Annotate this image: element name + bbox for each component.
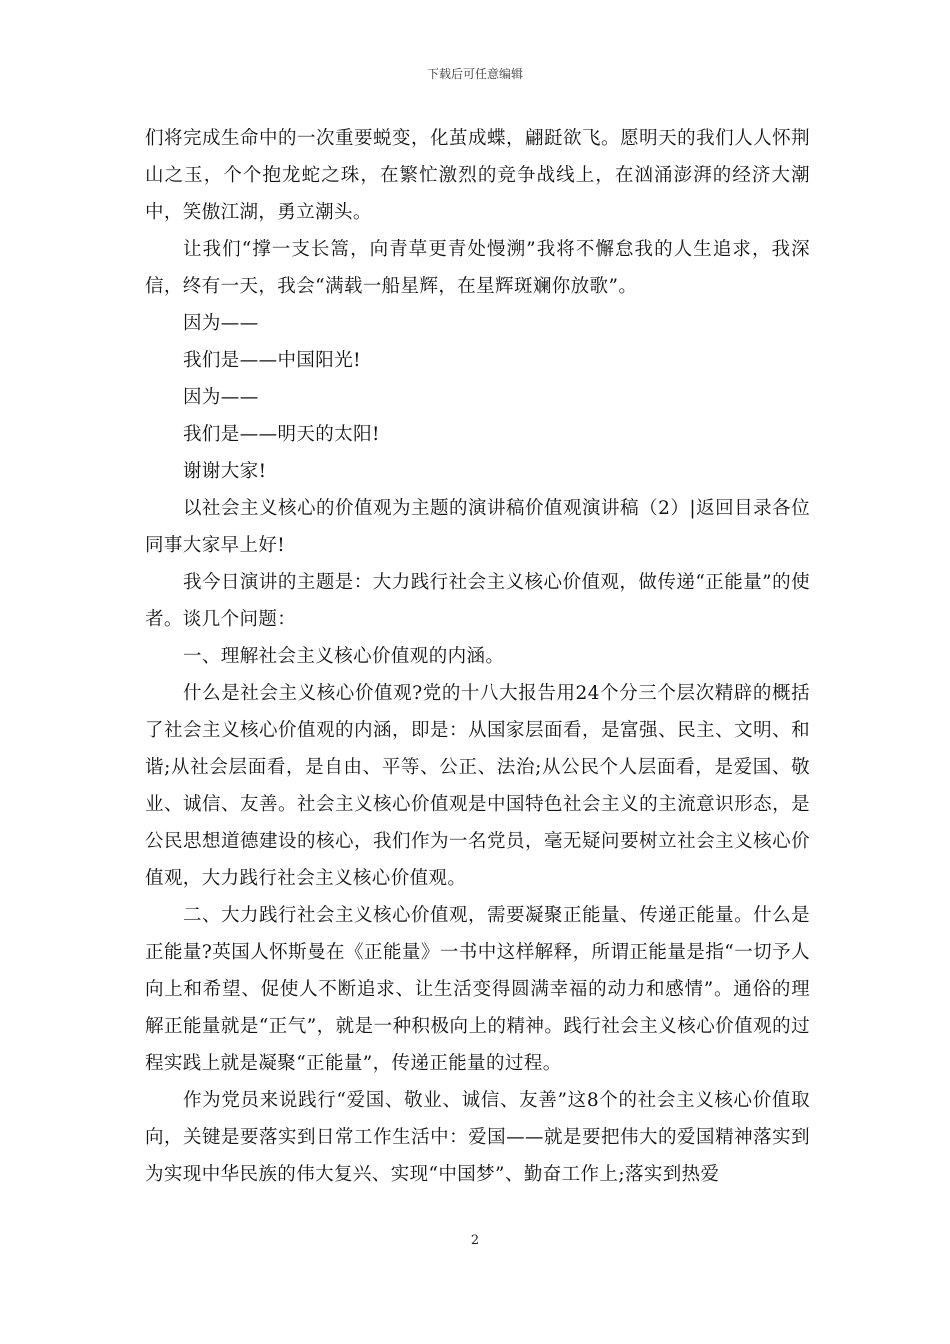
paragraph: 因为—— [183,387,259,408]
document-body [145,120,810,1193]
paragraph: 作为党员来说践行“爱国、敬业、诚信、友善”这8个的社会主义核心价值取向，关键是要落实到日常工作生活中：爱国——就是要把伟大的爱国精神落实到为实现中华民族的伟大复兴、实现“中国梦”、勤奋工作上;落实到热爱 [145,1090,810,1185]
paragraph: 因为—— [183,313,259,334]
page-header: 下载后可任意编辑 [426,67,523,81]
paragraph: 我们是——明天的太阳! [183,424,380,445]
section-heading: 以社会主义核心的价值观为主题的演讲稿价值观演讲稿（2）|返回目录各位同事大家早上好! [145,498,810,556]
paragraph: 一、理解社会主义核心价值观的内涵。 [183,646,505,667]
paragraph: 们将完成生命中的一次重要蜕变，化茧成蝶，翩跹欲飞。愿明天的我们人人怀荆山之玉，个个抱龙蛇之珠，在繁忙激烈的竞争战线上，在汹涌澎湃的经济大潮中，笑傲江湖，勇立潮头。 [145,128,810,223]
paragraph: 我们是——中国阳光! [183,350,361,371]
page-number: 2 [470,1233,480,1248]
paragraph: 我今日演讲的主题是：大力践行社会主义核心价值观，做传递“正能量”的使者。谈几个问题： [145,572,810,630]
paragraph: 谢谢大家! [183,461,267,482]
paragraph: 让我们“撑一支长篙，向青草更青处慢溯”我将不懈怠我的人生追求，我深信，终有一天，我会“满载一船星辉，在星辉斑斓你放歌”。 [145,239,810,297]
paragraph: 什么是社会主义核心价值观?党的十八大报告用24个分三个层次精辟的概括了社会主义核心价值观的内涵，即是：从国家层面看，是富强、民主、文明、和谐;从社会层面看，是自由、平等、公正、法治;从公民个人层面看，是爱国、敬业、诚信、友善。社会主义核心价值观是中国特色社会主义的主流意识形态，是公民思想道德建设的核心，我们作为一名党员，毫无疑问要树立社会主义核心价值观，大力践行社会主义核心价值观。 [145,683,810,889]
paragraph: 二、大力践行社会主义核心价值观，需要凝聚正能量、传递正能量。什么是正能量?英国人怀斯曼在《正能量》一书中这样解释，所谓正能量是指“一切予人向上和希望、促使人不断追求、让生活变得圆满幸福的动力和感情”。通俗的理解正能量就是“正气”，就是一种积极向上的精神。践行社会主义核心价值观的过程实践上就是凝聚“正能量”，传递正能量的过程。 [145,905,810,1074]
